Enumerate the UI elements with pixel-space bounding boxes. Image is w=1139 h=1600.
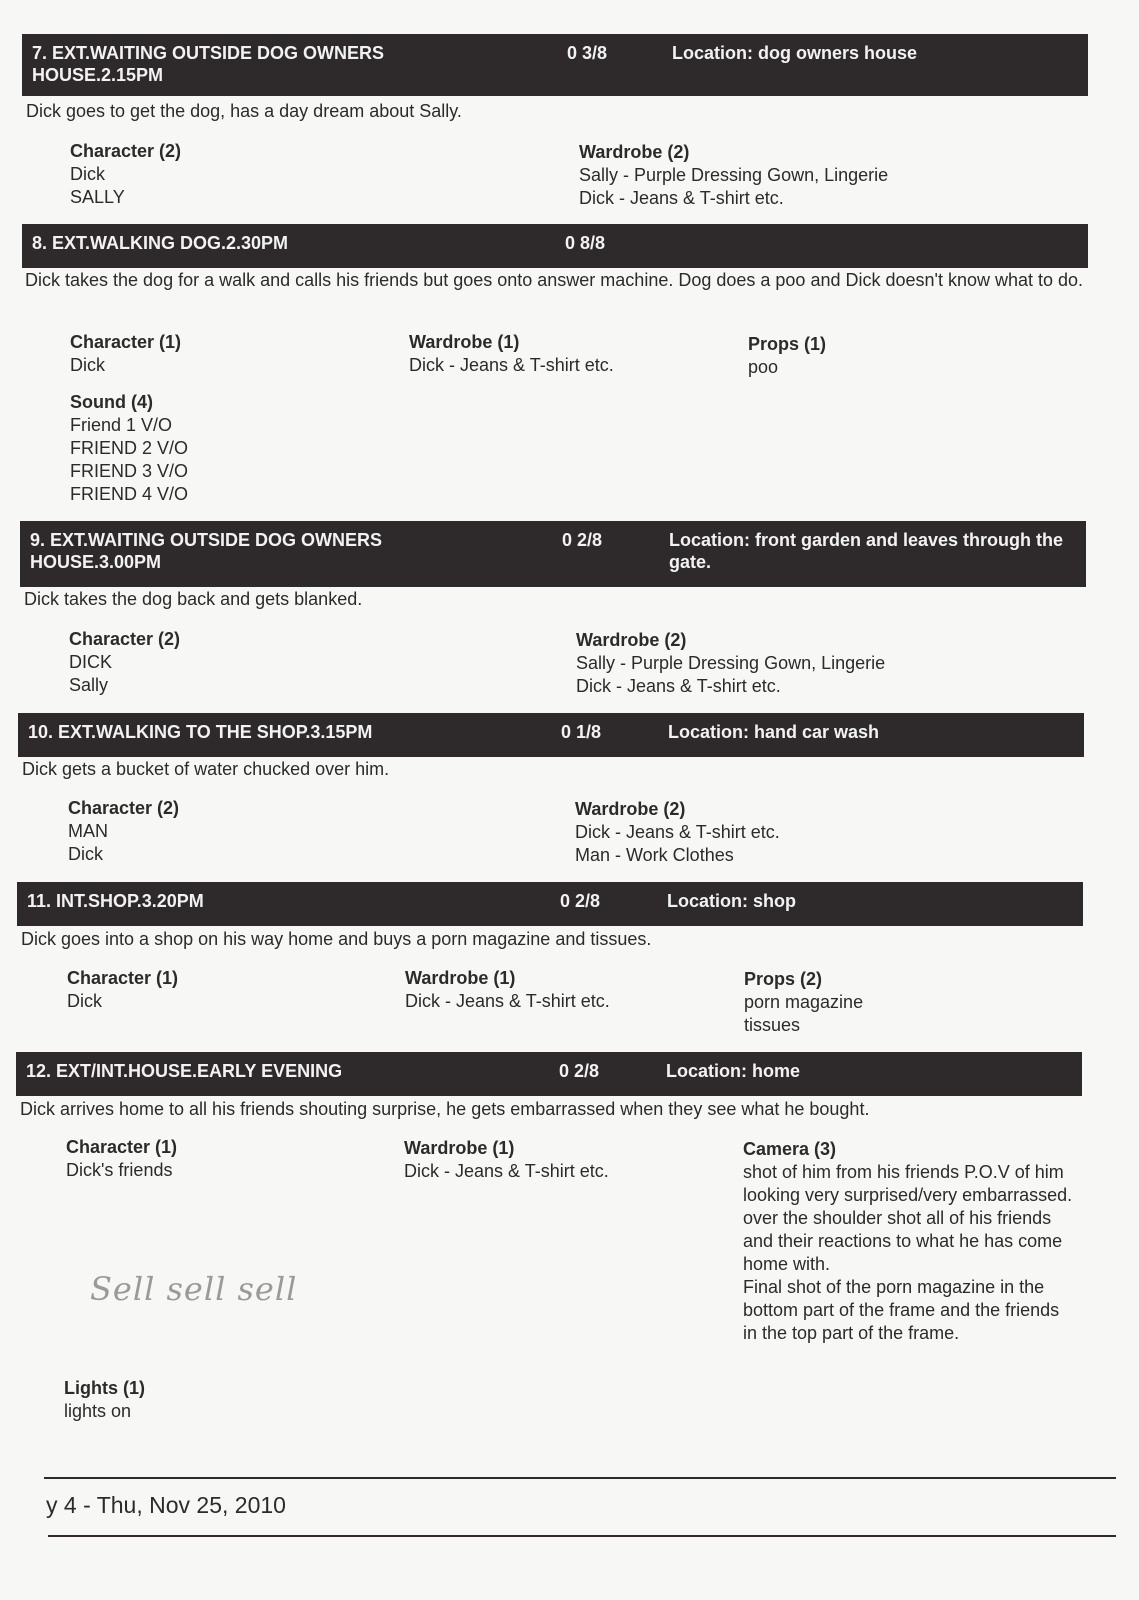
- handwritten-note: Sell sell sell: [90, 1270, 298, 1308]
- scene-length: 0 2/8: [562, 530, 603, 550]
- scene-location: Location: front garden and leaves through the gate.: [669, 530, 1064, 572]
- wardrobe-group: [409, 331, 729, 377]
- scene-heading: 12. EXT/INT.HOUSE.EARLY EVENING: [26, 1061, 343, 1081]
- scene-heading: 7. EXT.WAITING OUTSIDE DOG OWNERS HOUSE.2.15PM: [32, 43, 385, 85]
- group-items: Dick: [67, 991, 102, 1011]
- scene-header-bar: [22, 224, 1088, 268]
- props-group: [744, 968, 1064, 1037]
- wardrobe-group: [579, 141, 1079, 210]
- group-heading: Wardrobe (2): [579, 142, 690, 162]
- scene-header-bar: [16, 1052, 1082, 1096]
- scene-synopsis: Dick takes the dog back and gets blanked.: [24, 589, 363, 609]
- group-heading: Wardrobe (1): [409, 332, 520, 352]
- scene-synopsis: Dick goes to get the dog, has a day dream about Sally.: [26, 101, 462, 121]
- character-group: [69, 628, 369, 697]
- group-items: lights on: [64, 1401, 132, 1421]
- scene-synopsis: Dick takes the dog for a walk and calls his friends but goes onto answer machine. Dog does a poo and Dick doesn't know what to do.: [25, 270, 1084, 290]
- scene-header-bar: [22, 34, 1088, 96]
- wardrobe-group: [575, 798, 1075, 867]
- group-heading: Camera (3): [743, 1139, 837, 1159]
- character-group: [66, 1136, 366, 1182]
- group-items: porn magazine tissues: [744, 992, 864, 1035]
- scene-header-bar: [18, 713, 1084, 757]
- wardrobe-group: [405, 967, 725, 1013]
- group-items: Dick: [70, 355, 105, 375]
- group-items: Sally - Purple Dressing Gown, Lingerie Dick - Jeans & T-shirt etc.: [579, 165, 889, 208]
- group-items: Dick's friends: [66, 1160, 173, 1180]
- scene-location: Location: home: [666, 1061, 800, 1081]
- sound-group: [70, 391, 370, 506]
- scene-header-bar: [17, 882, 1083, 926]
- scene-heading: 10. EXT.WALKING TO THE SHOP.3.15PM: [28, 722, 373, 742]
- scene-heading: 8. EXT.WALKING DOG.2.30PM: [32, 233, 289, 253]
- scene-location: Location: hand car wash: [668, 722, 880, 742]
- scene-length: 0 2/8: [559, 1061, 600, 1081]
- scene-synopsis: Dick arrives home to all his friends shouting surprise, he gets embarrassed when they see what he bought.: [20, 1099, 870, 1119]
- group-heading: Wardrobe (2): [576, 630, 687, 650]
- scene-length: 0 2/8: [560, 891, 601, 911]
- group-items: Sally - Purple Dressing Gown, Lingerie Dick - Jeans & T-shirt etc.: [576, 653, 886, 696]
- group-heading: Props (1): [748, 334, 827, 354]
- scene-synopsis: Dick goes into a shop on his way home and buys a porn magazine and tissues.: [21, 929, 652, 949]
- character-group: [70, 140, 370, 209]
- group-heading: Character (1): [66, 1137, 178, 1157]
- group-items: Dick - Jeans & T-shirt etc.: [409, 355, 614, 375]
- group-items: DICK Sally: [69, 652, 113, 695]
- group-items: Dick - Jeans & T-shirt etc. Man - Work Clothes: [575, 822, 780, 865]
- group-items: Dick SALLY: [70, 164, 125, 207]
- character-group: [70, 331, 370, 377]
- group-heading: Props (2): [744, 969, 823, 989]
- group-items: Dick - Jeans & T-shirt etc.: [404, 1161, 609, 1181]
- footer-rule-bottom: [48, 1535, 1116, 1537]
- group-heading: Sound (4): [70, 392, 153, 412]
- group-items: shot of him from his friends P.O.V of him looking very surprised/very embarrassed. over the shoulder shot all of his friends and their reactions to what he has come home with. Final shot of the porn magazine in the bottom part of the frame and the friends in the top part of the frame.: [743, 1162, 1073, 1343]
- group-items: poo: [748, 357, 779, 377]
- scene-header-bar: [20, 521, 1086, 587]
- scene-length: 0 3/8: [567, 43, 608, 63]
- character-group: [68, 797, 368, 866]
- scene-length: 0 8/8: [565, 233, 606, 253]
- scene-heading: 9. EXT.WAITING OUTSIDE DOG OWNERS HOUSE.3.00PM: [30, 530, 383, 572]
- footer-date: y 4 - Thu, Nov 25, 2010: [46, 1492, 286, 1518]
- camera-group: [743, 1138, 1073, 1345]
- group-heading: Wardrobe (1): [404, 1138, 515, 1158]
- scene-location: Location: shop: [667, 891, 796, 911]
- group-heading: Wardrobe (1): [405, 968, 516, 988]
- group-items: Friend 1 V/O FRIEND 2 V/O FRIEND 3 V/O FRIEND 4 V/O: [70, 415, 189, 504]
- group-heading: Lights (1): [64, 1378, 145, 1398]
- group-heading: Character (2): [70, 141, 182, 161]
- group-heading: Character (2): [68, 798, 180, 818]
- footer-rule-top: [44, 1477, 1116, 1479]
- wardrobe-group: [576, 629, 1076, 698]
- group-heading: Wardrobe (2): [575, 799, 686, 819]
- scene-length: 0 1/8: [561, 722, 602, 742]
- props-group: [748, 333, 1068, 379]
- scene-location: Location: dog owners house: [672, 43, 918, 63]
- group-items: Dick - Jeans & T-shirt etc.: [405, 991, 610, 1011]
- wardrobe-group: [404, 1137, 724, 1183]
- scene-heading: 11. INT.SHOP.3.20PM: [27, 891, 204, 911]
- scene-synopsis: Dick gets a bucket of water chucked over him.: [22, 759, 390, 779]
- group-heading: Character (1): [67, 968, 179, 988]
- group-heading: Character (1): [70, 332, 182, 352]
- group-heading: Character (2): [69, 629, 181, 649]
- group-items: MAN Dick: [68, 821, 108, 864]
- character-group: [67, 967, 367, 1013]
- lights-group: [64, 1377, 364, 1423]
